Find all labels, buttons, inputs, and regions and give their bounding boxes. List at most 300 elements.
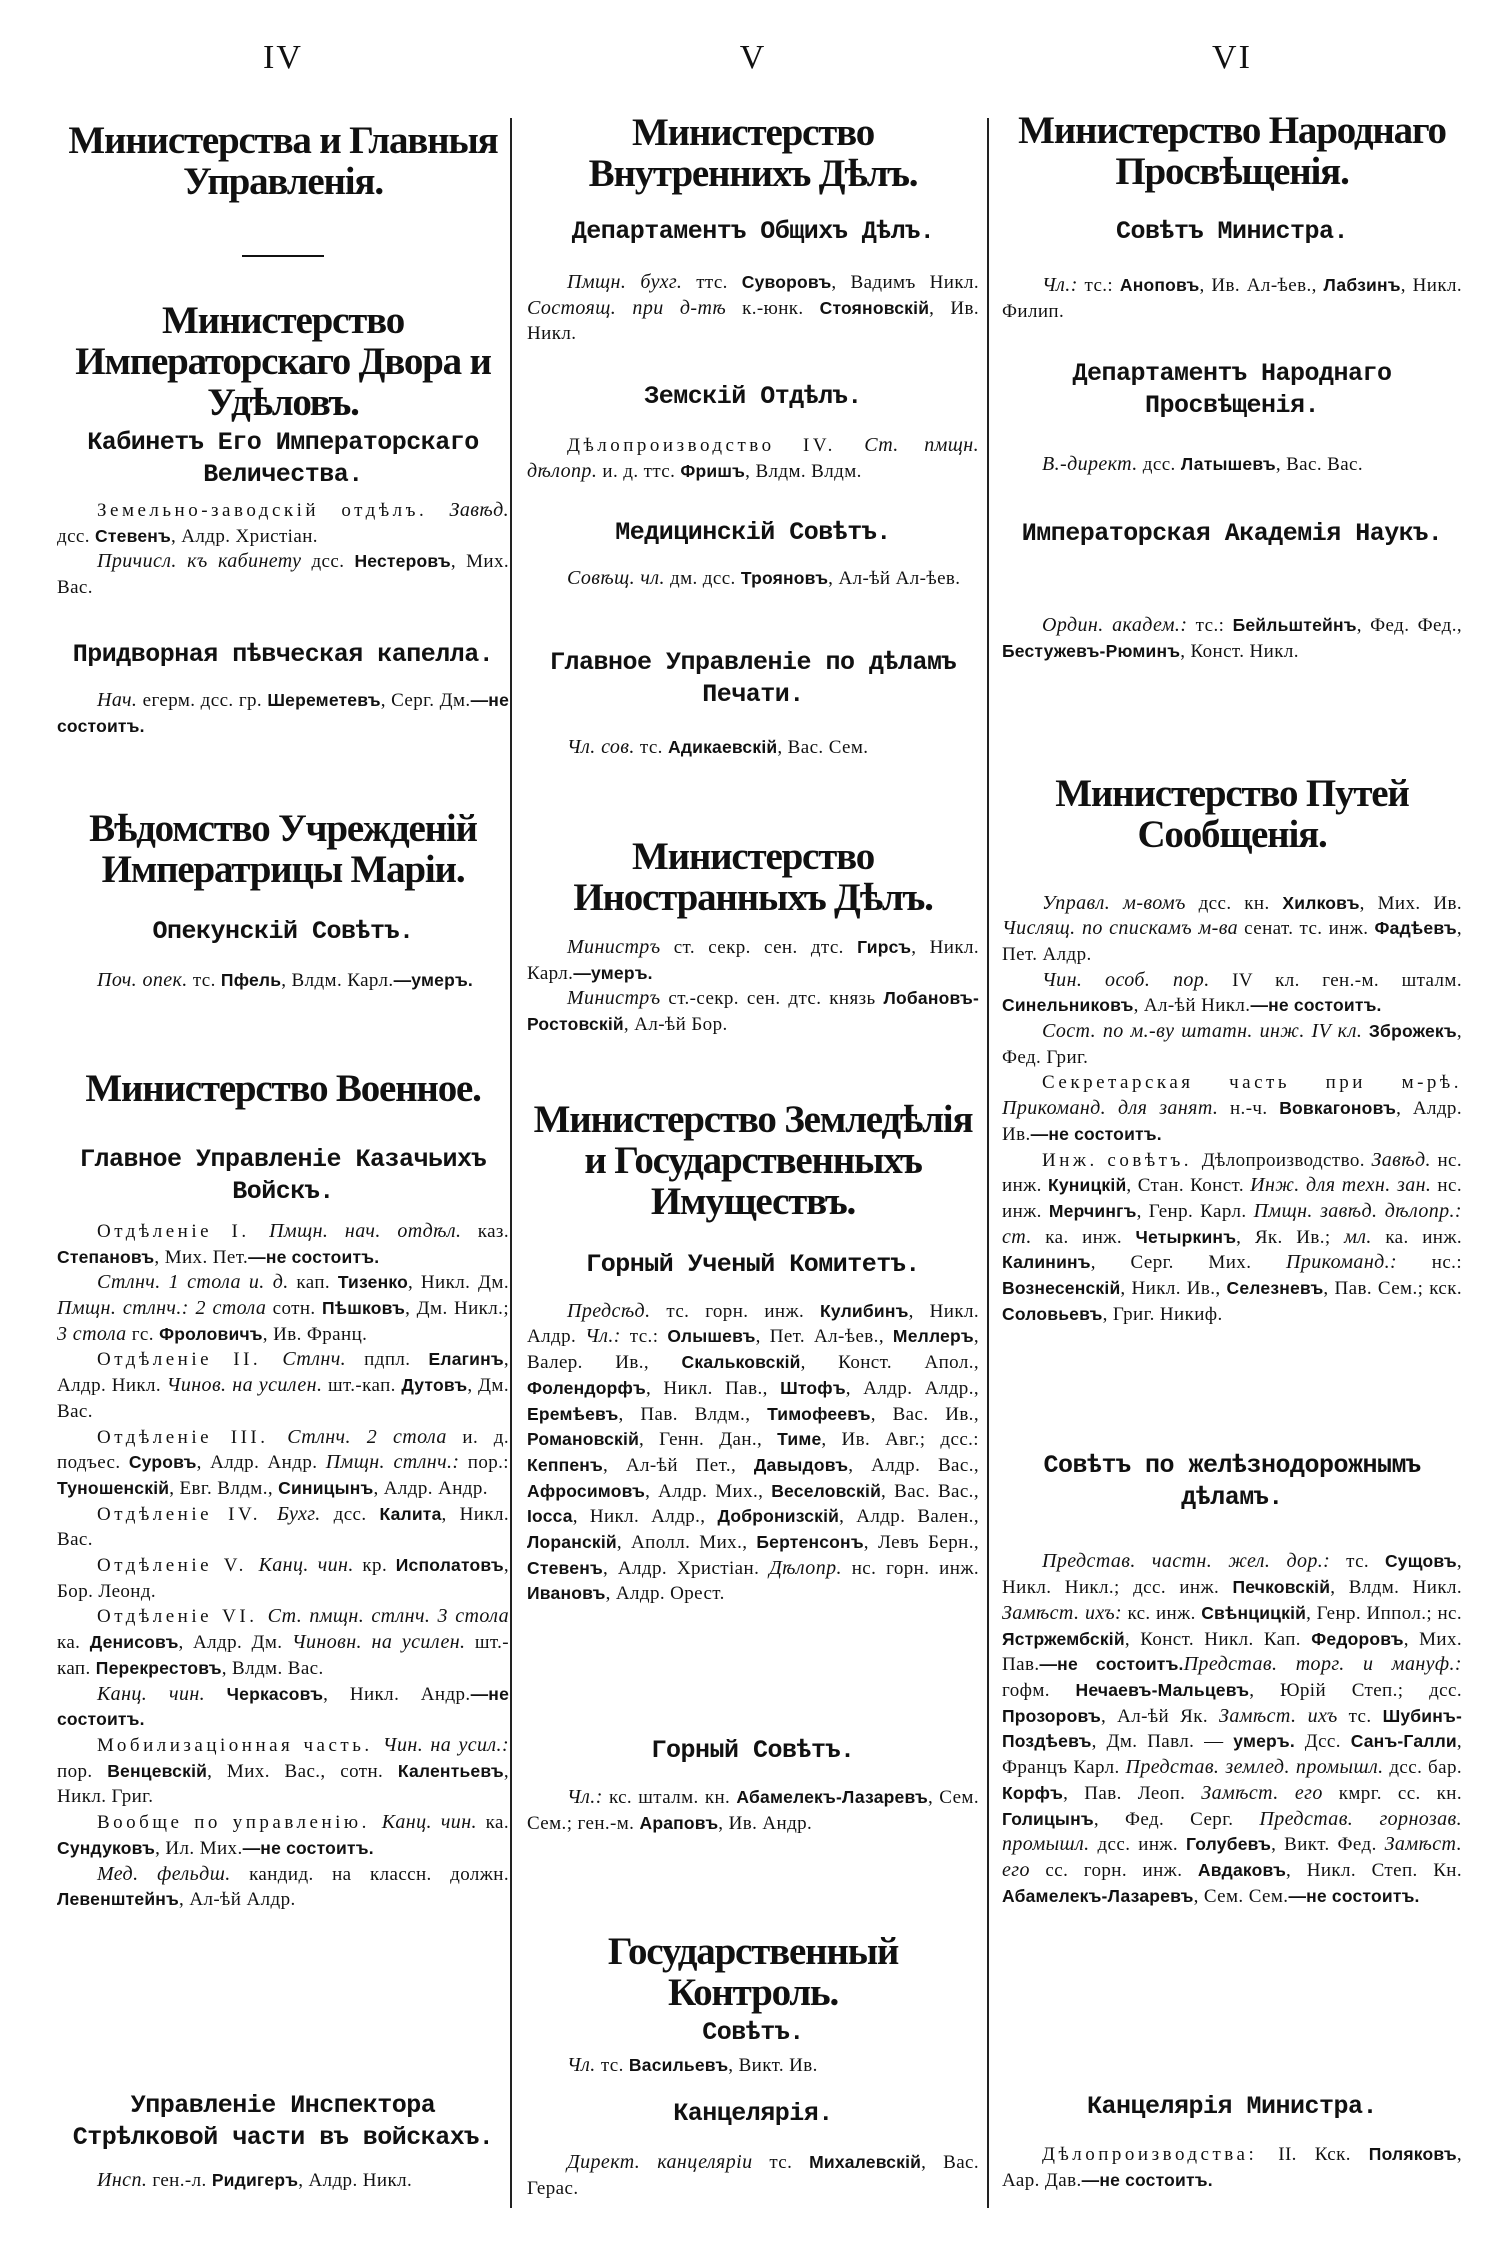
person-name: Бестужевъ-Рюминъ xyxy=(1002,640,1181,661)
entry-paragraph xyxy=(57,1810,509,1861)
position-title: Бухг. xyxy=(277,1502,321,1525)
subsection-heading: Совѣтъ по желѣзнодорожнымъ дѣламъ. xyxy=(1043,1451,1421,1513)
entry-text: , Мих. Вас. xyxy=(57,551,509,599)
entry-paragraph xyxy=(1002,1019,1462,1070)
entry-paragraph xyxy=(57,1553,509,1604)
entry-text: , Алдр. Ив. xyxy=(1002,1098,1462,1145)
entry-paragraph xyxy=(57,1733,509,1810)
entry-paragraph xyxy=(57,1425,509,1502)
person-name: Лабзинъ xyxy=(1323,275,1401,295)
entry-text: нс.: xyxy=(1397,1252,1462,1274)
person-name: Селезневъ xyxy=(1226,1278,1324,1299)
entry-paragraph xyxy=(57,688,509,739)
entry-text: , Мих. Ив. xyxy=(1359,892,1462,914)
entry-paragraph xyxy=(527,735,979,761)
entry-paragraph xyxy=(57,549,509,600)
entry-text: , Никл. Дм. xyxy=(408,1272,509,1294)
position-title: Чин. особ. пор. xyxy=(1042,968,1210,991)
entry-text: , Вас. Сем. xyxy=(777,737,869,759)
entry-text: , Алдр. Христіан. xyxy=(170,525,318,547)
person-name: Исполатовъ xyxy=(395,1555,504,1576)
entry-text: , Евг. Влдм., xyxy=(169,1477,279,1499)
entry-text: , Алдр. Вас., xyxy=(848,1454,979,1476)
person-name: Гирсъ xyxy=(857,936,912,957)
entry-paragraph xyxy=(57,2168,509,2194)
person-name: Штофъ xyxy=(780,1377,846,1398)
person-name: Лобановъ-Ростовскій xyxy=(527,988,979,1035)
entry-text: , Юрій Степ.; дсс. xyxy=(1249,1679,1462,1701)
person-name: Дутовъ xyxy=(401,1375,468,1396)
subsection-heading: Кабинетъ Его Императорскаго Величества. xyxy=(87,428,479,489)
entry-text: пор.: xyxy=(459,1452,509,1474)
entry-text: , Алдр. Христіан. xyxy=(602,1557,770,1579)
person-name: Вознесенскій xyxy=(1002,1278,1121,1299)
person-name: —не состоитъ. xyxy=(248,1246,380,1267)
section-heading: Министерство Земледѣлія и Государственныхъ Имуществъ. xyxy=(533,1097,973,1223)
position-title: Представ. горнозав. промышл. xyxy=(1002,1807,1462,1856)
person-name: —не состоитъ. xyxy=(1039,1654,1184,1675)
entry-text: кс. шталм. кн. xyxy=(602,1787,737,1809)
subsection-heading: Придворная пѣвческая капелла. xyxy=(72,639,494,669)
entry-text: дсс. xyxy=(57,525,96,547)
entry-text: , Аполл. Мих., xyxy=(616,1532,757,1554)
entry-text: , Никл. Никл.; дсс. инж. xyxy=(1002,1551,1462,1599)
person-name: Санъ-Галли xyxy=(1350,1731,1457,1752)
entry-paragraph xyxy=(1002,891,1462,968)
position-title: Дѣлопр. xyxy=(769,1556,842,1579)
entry-text: кр. xyxy=(353,1555,396,1577)
entry-text: сотн. xyxy=(266,1298,322,1320)
entry-text: н.-ч. xyxy=(1218,1098,1280,1120)
entry-text: Отдѣленіе I. xyxy=(97,1220,270,1242)
entry-text: , Алдр. Вален., xyxy=(839,1506,979,1528)
entry-paragraph xyxy=(1002,1148,1462,1328)
entry-text: нс. горн. инж. xyxy=(841,1557,979,1579)
entry-paragraph xyxy=(1002,1549,1462,1909)
entry-text: Дсс. xyxy=(1294,1731,1351,1753)
person-name: —не состоитъ. xyxy=(1250,995,1382,1016)
entry-paragraph xyxy=(527,566,979,592)
position-title: Ст. пмщн. стлнч. 3 стола xyxy=(267,1605,509,1628)
entry-text: , Алдр. Орест. xyxy=(605,1583,725,1605)
entry-text: , Вас. Вас. xyxy=(1275,454,1364,476)
entry-text: , Ив. Никл. xyxy=(527,297,979,345)
entry-paragraph xyxy=(57,1219,509,1270)
entry-text: , Фед. Григ. xyxy=(1002,1021,1462,1068)
entry-text: , Никл. Ив., xyxy=(1120,1278,1227,1300)
section-heading: Министерство Путей Сообщенія. xyxy=(1055,771,1409,856)
entry-text: Отдѣленіе V. xyxy=(97,1555,259,1577)
entry-text: , Пав. Сем.; кск. xyxy=(1323,1278,1462,1300)
person-name: Араповъ xyxy=(639,1812,719,1833)
entry-paragraph xyxy=(527,1785,979,1836)
entry-text: , Дм. Вас. xyxy=(57,1375,509,1422)
entry-text: , Викт. Фед. xyxy=(1271,1834,1385,1856)
entry-paragraph xyxy=(1002,1070,1462,1147)
page-number: V xyxy=(739,39,767,76)
entry-paragraph xyxy=(1002,613,1462,664)
entry-text: , Ив. Авг.; дсс.: xyxy=(821,1429,979,1451)
heading-rule xyxy=(242,255,324,257)
entry-text: , Пав. Влдм., xyxy=(618,1403,768,1425)
position-title: Инсп. xyxy=(97,2168,148,2191)
column-v xyxy=(527,0,979,2202)
entry-text: , Сем. Сем.; ген.-м. xyxy=(527,1787,979,1834)
person-name: —не состоитъ. xyxy=(57,689,509,736)
person-name: Абамелекъ-Лазаревъ xyxy=(736,1787,928,1808)
section-heading: Министерство Внутреннихъ Дѣлъ. xyxy=(588,111,918,195)
position-title: Пмщн. бухг. xyxy=(567,271,683,293)
person-name: Бейльштейнъ xyxy=(1232,615,1357,636)
entry-text: , Мих. Вас., сотн. xyxy=(207,1760,398,1782)
entry-text: егерм. дсс. гр. xyxy=(137,689,268,711)
subsection-heading: Императорская Академія Наукъ. xyxy=(1021,519,1443,549)
entry-text: гс. xyxy=(126,1323,160,1345)
entry-paragraph xyxy=(527,935,979,986)
entry-text: Отдѣленіе VI. xyxy=(97,1606,268,1628)
entry-text: , Мих. Пав. xyxy=(1002,1628,1462,1676)
entry-text: , Конст. Никл. Кап. xyxy=(1124,1628,1312,1650)
position-title: Чинов. на усилен. xyxy=(166,1374,323,1397)
person-name: Калининъ xyxy=(1002,1252,1091,1273)
entry-paragraph xyxy=(57,1347,509,1424)
entry-text: Отдѣленіе II. xyxy=(97,1349,283,1371)
person-name: Корфъ xyxy=(1002,1782,1064,1803)
person-name: —не состоитъ. xyxy=(1081,2170,1213,2191)
entry-text: сс. горн. инж. xyxy=(1029,1859,1198,1881)
person-name: Веселовскій xyxy=(771,1480,882,1501)
entry-text: шт.-кап. xyxy=(57,1632,509,1679)
entry-text: II. Кск. xyxy=(1278,2144,1369,2166)
person-name: Давыдовъ xyxy=(753,1454,849,1475)
subsection-heading: Управленіе Инспектора Стрѣлковой части въ войскахъ. xyxy=(72,2090,494,2152)
position-title: Завѣд. xyxy=(1371,1148,1431,1171)
entry-text: , Ал-ѣй Никл. xyxy=(1133,995,1251,1017)
entry-text: , Фед. Серг. xyxy=(1093,1808,1260,1830)
person-name: Суворовъ xyxy=(741,272,832,292)
person-name: Степановъ xyxy=(57,1246,155,1267)
position-title: Канц. чин. xyxy=(381,1811,477,1834)
entry-text: , Аар. Дав. xyxy=(1002,2144,1463,2192)
section-heading: Государственный Контроль. xyxy=(607,1929,899,2014)
entry-text: кмрг. сс. кн. xyxy=(1322,1782,1462,1804)
entry-text: , Никл. Степ. Кн. xyxy=(1286,1859,1462,1881)
page-number: IV xyxy=(263,39,303,76)
position-title: Чл.: xyxy=(567,1786,603,1809)
person-name: Поляковъ xyxy=(1368,2144,1457,2165)
entry-text: , Серг. Дм. xyxy=(380,689,471,711)
entry-text: , Пет. Ал-ѣев., xyxy=(755,1326,893,1348)
entry-text: , Алдр. Дм. xyxy=(178,1632,292,1654)
position-title: Пмщн. завѣд. дѣлопр.: ст. xyxy=(1002,1199,1462,1248)
entry-text: , Ал-ѣй Пет., xyxy=(603,1454,754,1476)
entry-text: , Пав. Леоп. xyxy=(1063,1782,1202,1804)
entry-paragraph xyxy=(57,1862,509,1913)
position-title: Числящ. по спискамъ м-ва xyxy=(1002,917,1239,940)
entry-text: Отдѣленіе III. xyxy=(97,1426,288,1448)
entry-text: дсс. xyxy=(301,551,355,573)
person-name: Ридигеръ xyxy=(211,2169,299,2190)
person-name: Суровъ xyxy=(128,1452,197,1473)
subsection-heading: Департаментъ Народнаго Просвѣщенія. xyxy=(1072,359,1392,421)
entry-text: Дѣлопроизводство. xyxy=(1201,1149,1372,1171)
position-title: Инж. для техн. зан. xyxy=(1250,1174,1432,1197)
entry-paragraph xyxy=(57,1682,509,1733)
entry-text: , Мих. Пет. xyxy=(154,1246,249,1268)
entry-text: Отдѣленіе IV. xyxy=(97,1503,278,1525)
entry-text: пдпл. xyxy=(346,1349,429,1371)
entry-paragraph xyxy=(527,2053,979,2079)
entry-text: , Ал-ѣй Ал-ѣев. xyxy=(828,567,961,589)
entry-text: , Дм. Павл. — xyxy=(1091,1731,1234,1753)
person-name: Михалевскій xyxy=(809,2152,922,2173)
person-name: Нестеровъ xyxy=(354,551,451,572)
entry-text: и. д. подъес. xyxy=(57,1426,509,1474)
position-title: мл. xyxy=(1344,1225,1372,1248)
section-heading: Министерство Военное. xyxy=(85,1066,481,1110)
entry-text: дсс. кн. xyxy=(1185,892,1283,914)
entry-text: к.-юнк. xyxy=(726,297,820,319)
entry-paragraph xyxy=(1002,273,1462,324)
column-vi xyxy=(1002,0,1462,2194)
entry-text: , Никл. Алдр. xyxy=(527,1300,979,1348)
position-title: Причисл. къ кабинету xyxy=(97,550,302,573)
entry-paragraph xyxy=(57,968,509,994)
entry-text: , Влдм. Вас. xyxy=(221,1657,324,1679)
entry-paragraph xyxy=(1002,2142,1462,2193)
entry-text: , Вас. Герас. xyxy=(527,2152,980,2199)
entry-paragraph xyxy=(1002,452,1462,478)
entry-text: , Валер. Ив., xyxy=(527,1326,979,1374)
person-name: Афросимовъ xyxy=(527,1480,646,1501)
person-name: —умеръ. xyxy=(573,962,653,983)
entry-text: , Григ. Никиф. xyxy=(1102,1303,1223,1325)
person-name: Кулибинъ xyxy=(820,1300,909,1321)
entry-paragraph xyxy=(527,433,979,484)
person-name: Васильевъ xyxy=(628,2054,729,2075)
position-title: Канц. чин. xyxy=(97,1682,206,1705)
position-title: Министръ xyxy=(567,987,661,1010)
person-name: Стевенъ xyxy=(527,1557,603,1578)
position-title: В.-директ. xyxy=(1042,453,1138,476)
entry-paragraph xyxy=(1002,968,1462,1019)
person-name: Венцевскій xyxy=(107,1760,208,1781)
entry-text: , Влдм. Карл. xyxy=(281,970,394,992)
person-name: Адикаевскій xyxy=(667,737,778,758)
section-heading: Министерство Народнаго Просвѣщенія. xyxy=(1018,109,1446,193)
position-title: Сост. по м.-ву штатн. инж. IV кл. xyxy=(1042,1020,1363,1043)
section-heading: Министерство Иностранныхъ Дѣлъ. xyxy=(573,834,933,919)
person-name: Стояновскій xyxy=(819,297,930,318)
position-title: Нач. xyxy=(97,688,138,711)
person-name: Нечаевъ-Мальцевъ xyxy=(1075,1679,1250,1700)
person-name: Елагинъ xyxy=(428,1349,504,1370)
entry-text: , Генн. Дан., xyxy=(639,1429,778,1451)
position-title: Представ. частн. жел. дор.: xyxy=(1042,1550,1331,1573)
position-title: Мед. фельдш. xyxy=(97,1862,231,1885)
entry-text: ст. секр. сен. дтс. xyxy=(660,936,858,958)
position-title: Поч. опек. xyxy=(97,969,188,992)
entry-text: , Фед. Фед., xyxy=(1356,615,1462,637)
entry-text: IV кл. ген.-м. шталм. xyxy=(1209,969,1463,991)
entry-paragraph xyxy=(57,1604,509,1681)
position-title: Представ. торг. и мануф.: xyxy=(1183,1653,1462,1676)
position-title: Представ. землед. промышл. xyxy=(1125,1756,1384,1779)
entry-paragraph xyxy=(527,270,979,347)
person-name: —умеръ. xyxy=(393,970,473,991)
entry-paragraph xyxy=(527,986,979,1037)
person-name: Шереметевъ xyxy=(267,689,381,710)
entry-text: тс. xyxy=(187,970,221,992)
entry-text: нс. инж. xyxy=(1002,1175,1462,1222)
subsection-heading: Канцелярія Министра. xyxy=(1086,2092,1378,2122)
entry-text: нс. инж. xyxy=(1002,1149,1462,1197)
person-name: Прозоровъ xyxy=(1002,1705,1101,1726)
person-name: Латышевъ xyxy=(1180,454,1276,475)
entry-text: , Никл. Филип. xyxy=(1002,275,1462,322)
entry-text: тс.: xyxy=(620,1326,668,1348)
person-name: Голубевъ xyxy=(1185,1834,1272,1855)
person-name: —не состоитъ. xyxy=(57,1683,509,1730)
person-name: Скальковскій xyxy=(681,1352,801,1373)
position-title: Прикоманд.: xyxy=(1285,1251,1398,1274)
position-title: Чл. сов. xyxy=(567,736,635,759)
column-divider xyxy=(510,118,512,2208)
person-name: Четыркинъ xyxy=(1135,1226,1237,1247)
position-title: Чин. на усил.: xyxy=(382,1733,509,1756)
person-name: Меллеръ xyxy=(892,1326,974,1347)
entry-text: дсс. бар. xyxy=(1383,1757,1462,1779)
entry-text: шт.-кап. xyxy=(322,1375,402,1397)
entry-text: , Ил. Мих. xyxy=(155,1837,243,1859)
entry-text: , Пет. Алдр. xyxy=(1002,918,1462,965)
entry-text: кап. xyxy=(288,1272,338,1294)
subsection-heading: Горный Ученый Комитетъ. xyxy=(586,1249,920,1279)
entry-text: тс. xyxy=(752,2152,810,2174)
entry-text: дсс. xyxy=(1137,454,1181,476)
position-title: Предсѣд. xyxy=(567,1299,651,1322)
person-name: Кеппенъ xyxy=(527,1454,604,1475)
person-name: Аноповъ xyxy=(1119,275,1200,295)
subsection-heading: Главное Управленіе Казачьихъ Войскъ. xyxy=(79,1144,487,1206)
entry-text: , Алдр. Никл. xyxy=(298,2169,413,2191)
person-name: Пфель xyxy=(220,970,282,991)
person-name: Романовскій xyxy=(527,1429,640,1450)
position-title: 3 стола xyxy=(57,1322,127,1345)
subsection-heading: Совѣтъ Министра. xyxy=(1115,217,1349,246)
person-name: Фроловичъ xyxy=(159,1323,263,1344)
person-name: —не состоитъ. xyxy=(1030,1123,1162,1144)
position-title: Министръ xyxy=(567,935,661,958)
person-name: Свѣнцицкій xyxy=(1201,1602,1307,1623)
entry-text: тс. горн. инж. xyxy=(650,1300,821,1322)
entry-text: дсс. xyxy=(320,1503,380,1525)
page-number: VI xyxy=(1212,39,1252,76)
position-title: Канц. чин. xyxy=(258,1554,354,1577)
person-name: Тиме xyxy=(777,1429,822,1450)
person-name: Тимофеевъ xyxy=(767,1403,871,1424)
entry-text: Дѣлопроизводство IV. xyxy=(567,435,865,457)
position-title: Чиновн. на усилен. xyxy=(291,1631,466,1654)
entry-text: , Серг. Мих. xyxy=(1090,1252,1286,1274)
entry-text: , Никл. Вас. xyxy=(57,1503,509,1551)
entry-text: , Бор. Леонд. xyxy=(57,1555,510,1602)
entry-text: , Конст. Апол., xyxy=(800,1352,980,1374)
person-name: Стевенъ xyxy=(95,525,171,546)
person-name: Соловьевъ xyxy=(1002,1303,1103,1324)
person-name: Синицынъ xyxy=(278,1477,374,1498)
entry-text: ка. инж. xyxy=(1031,1226,1136,1248)
entry-text: ген.-л. xyxy=(147,2169,212,2191)
entry-text: , Францъ Карл. xyxy=(1002,1731,1462,1779)
entry-text: дсс. инж. xyxy=(1089,1834,1186,1856)
position-title: Ордин. академ.: xyxy=(1042,614,1188,637)
person-name: Куницкій xyxy=(1047,1175,1127,1196)
entry-paragraph xyxy=(57,1502,509,1553)
position-title: Управл. м-вомъ xyxy=(1042,891,1186,914)
entry-text: , Вас. Ив., xyxy=(870,1403,979,1425)
entry-text: , Ив. Ал-ѣев., xyxy=(1199,275,1324,296)
entry-text: , Влдм. Влдм. xyxy=(745,460,862,482)
person-name: Сущовъ xyxy=(1384,1551,1457,1572)
subsection-heading: Совѣтъ. xyxy=(702,2017,804,2047)
entry-text: ттс. xyxy=(682,272,742,293)
person-name: Абамелекъ-Лазаревъ xyxy=(1002,1885,1194,1906)
entry-text: гофм. xyxy=(1002,1679,1076,1701)
entry-paragraph xyxy=(527,1299,979,1607)
person-name: —не состоитъ. xyxy=(242,1837,374,1858)
section-heading: Министерство Императорскаго Двора и Удѣловъ. xyxy=(75,299,491,424)
entry-text: , Левъ Берн., xyxy=(863,1532,979,1554)
entry-text: , Никл. Алдр., xyxy=(572,1506,718,1528)
entry-text: , Ал-ѣй Як. xyxy=(1100,1705,1220,1727)
subsection-heading: Департаментъ Общихъ Дѣлъ. xyxy=(571,217,935,246)
entry-text: , Стан. Конст. xyxy=(1126,1175,1251,1197)
entry-text: каз. xyxy=(461,1220,509,1242)
person-name: Туношенскій xyxy=(57,1477,170,1498)
person-name: Калентьевъ xyxy=(397,1760,504,1781)
person-name: Фришъ xyxy=(680,460,746,481)
entry-text: , Алдр. Андр. xyxy=(196,1452,326,1474)
entry-text: , Ив. Андр. xyxy=(718,1812,813,1834)
entry-text: кс. инж. xyxy=(1122,1602,1202,1624)
person-name: Федоровъ xyxy=(1311,1628,1404,1649)
entry-text: дм. дсс. xyxy=(664,567,741,589)
person-name: Добронизскій xyxy=(717,1506,840,1527)
entry-text: , Викт. Ив. xyxy=(728,2054,818,2076)
position-title: Пмщн. стлнч.: 2 стола xyxy=(57,1297,267,1320)
subsection-heading: Земскій Отдѣлъ. xyxy=(644,382,862,412)
entry-text: тс.: xyxy=(1077,275,1120,296)
position-title: Директ. канцеляріи xyxy=(567,2151,753,2174)
person-name: Тизенко xyxy=(337,1272,408,1293)
position-title: Завѣд. xyxy=(449,499,509,521)
position-title: Пмщн. нач. отдѣл. xyxy=(269,1219,462,1242)
entry-text: Вообще по управленію. xyxy=(97,1812,382,1834)
entry-text xyxy=(205,1684,227,1705)
entry-text: , Сем. Сем. xyxy=(1193,1885,1289,1907)
person-name: Ястржембскій xyxy=(1002,1628,1125,1649)
entry-text: , Генр. Иппол.; нс. xyxy=(1306,1602,1463,1624)
entry-text: и. д. ттс. xyxy=(597,460,681,482)
entry-text: тс. xyxy=(1330,1551,1385,1573)
entry-text: ст.-секр. сен. дтс. князь xyxy=(660,988,884,1010)
entry-text: , Алдр. Никл. xyxy=(57,1349,509,1397)
person-name: Калита xyxy=(379,1503,442,1524)
person-name: Лоранскій xyxy=(527,1532,617,1553)
position-title: Замѣст. ихъ: xyxy=(1002,1601,1123,1624)
person-name: Трояновъ xyxy=(740,567,829,588)
